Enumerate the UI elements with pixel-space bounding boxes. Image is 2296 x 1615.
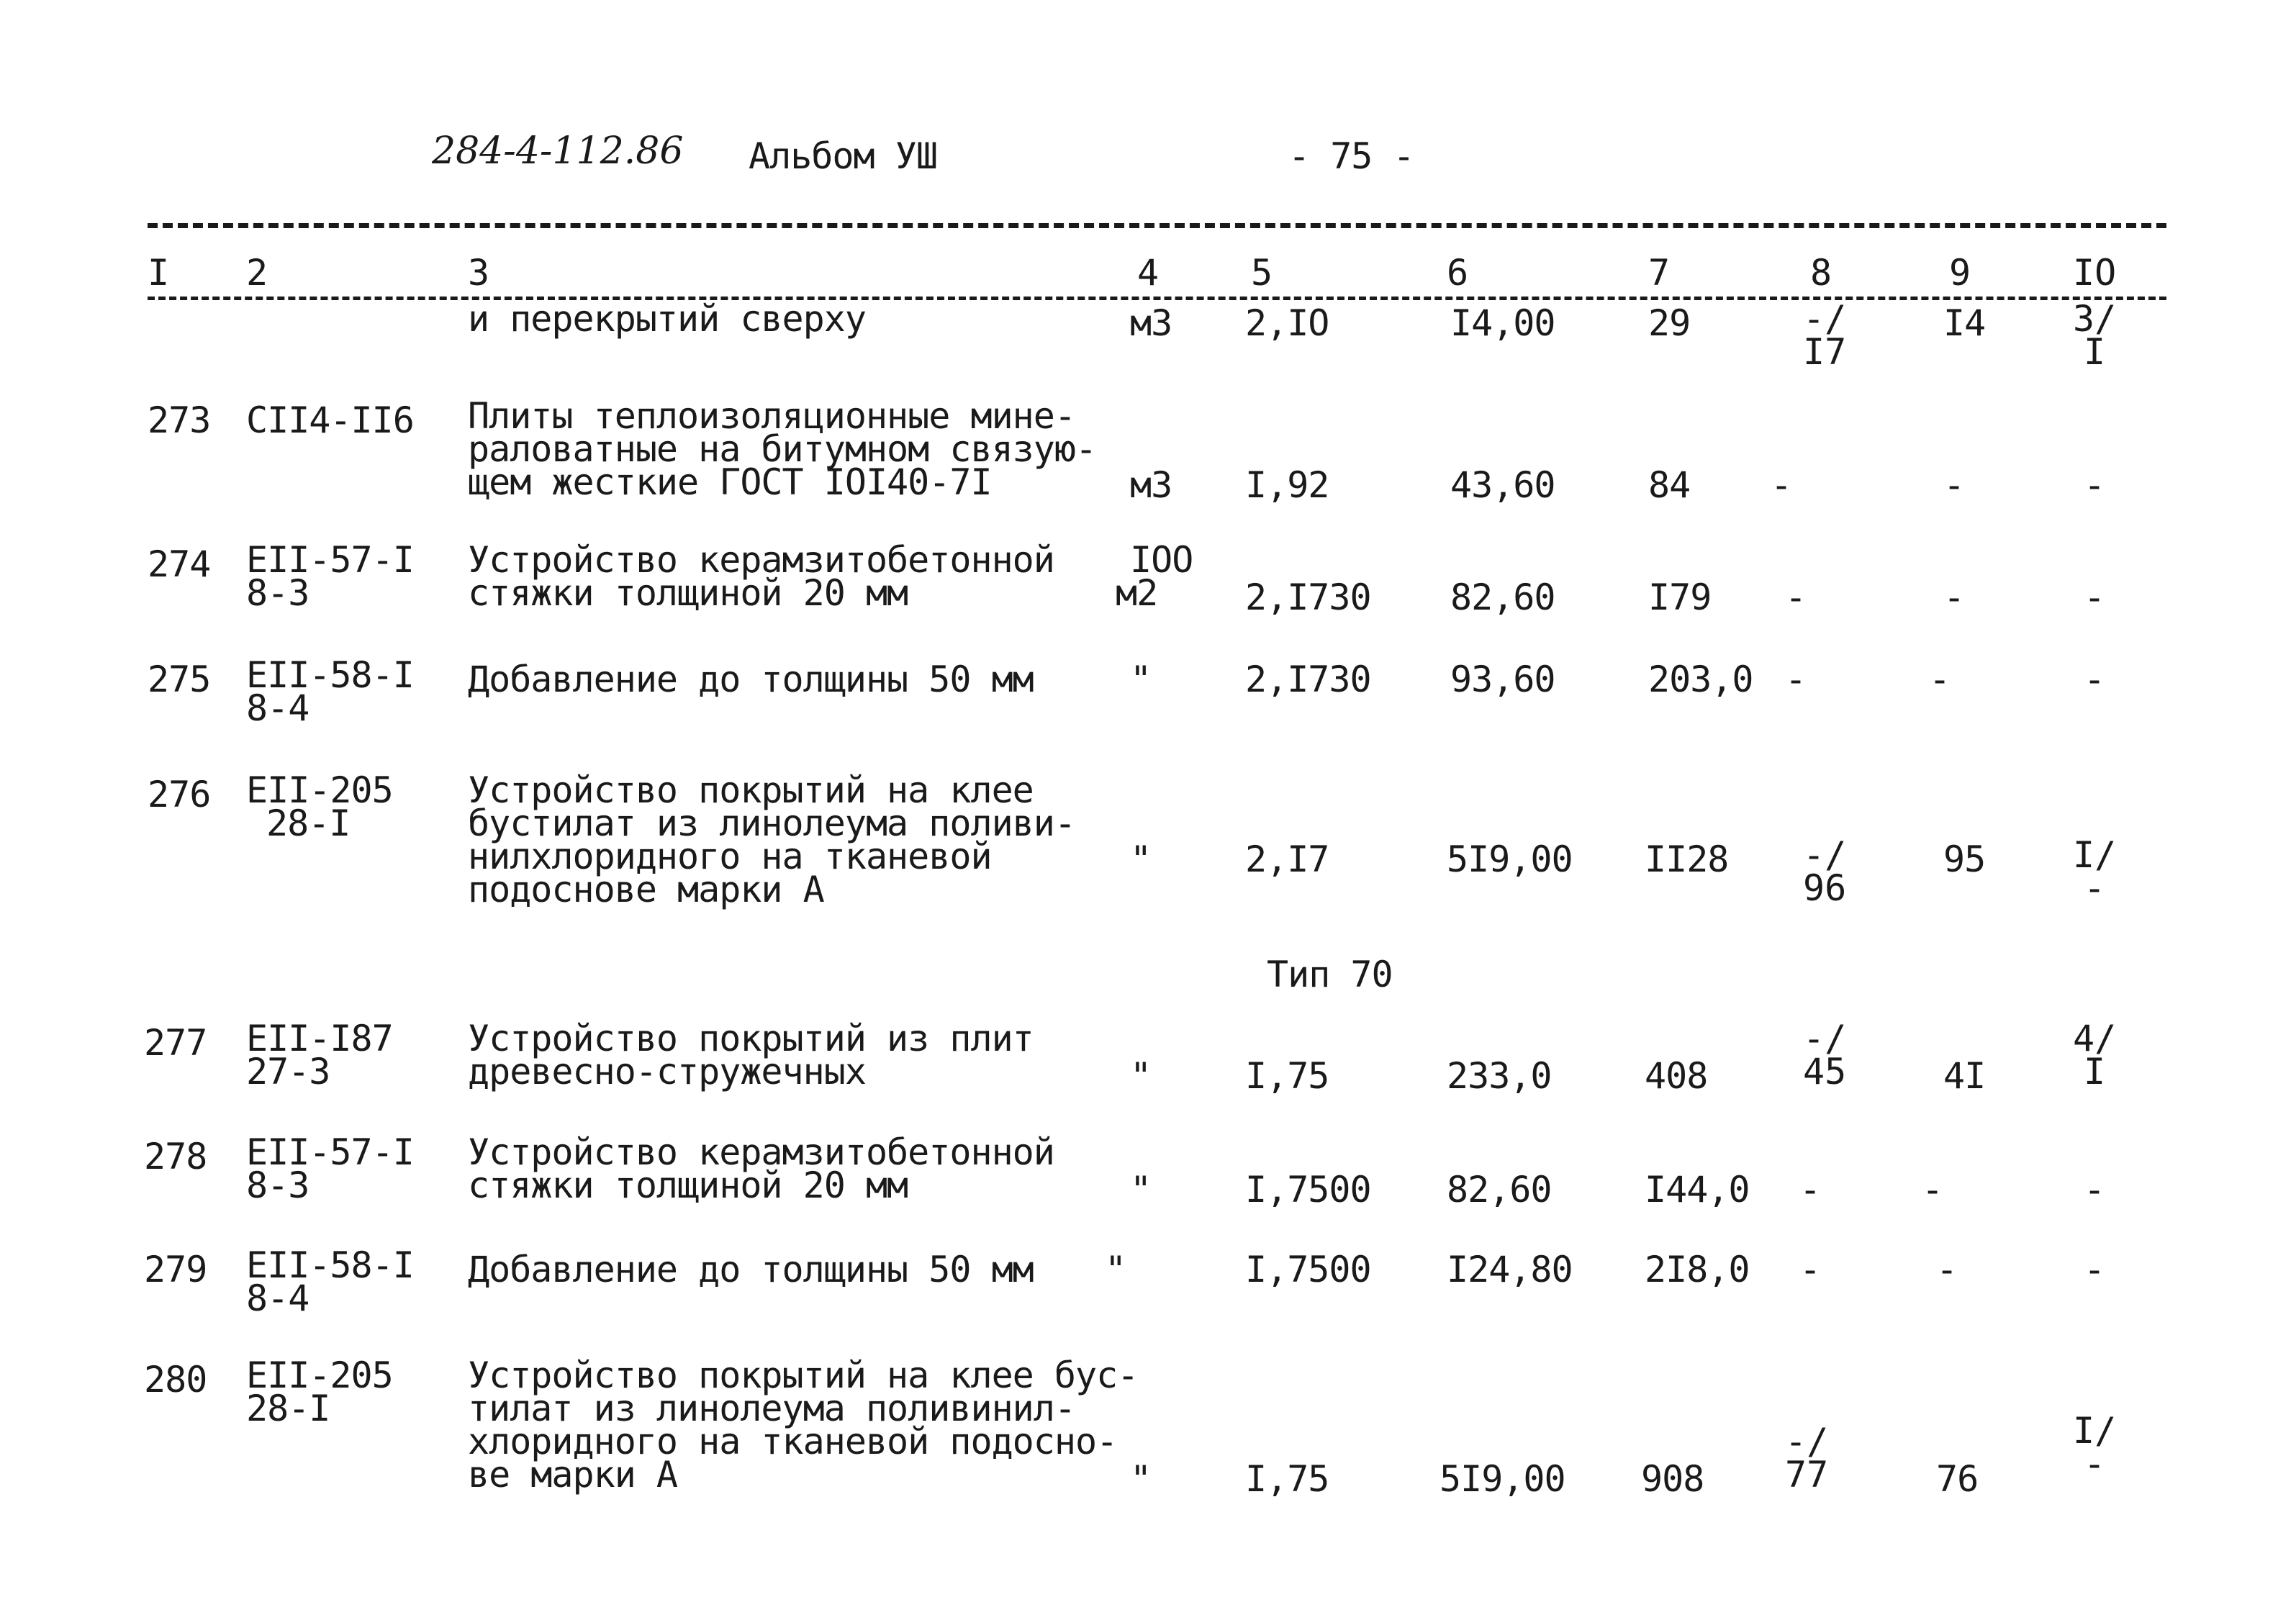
column-header-10: IO <box>2073 252 2117 294</box>
column-header-1: I <box>148 252 170 294</box>
table-row-qty: 2,I730 <box>1245 576 1371 618</box>
table-row-price: 82,60 <box>1450 576 1555 618</box>
table-row-unit: " <box>1105 1249 1126 1290</box>
table-row-qty: I,7500 <box>1245 1169 1371 1211</box>
table-row-qty: I,75 <box>1245 1055 1329 1097</box>
table-row-price: I4,00 <box>1450 302 1555 344</box>
column-header-5: 5 <box>1251 252 1273 294</box>
album-label: Альбом УШ <box>749 135 937 177</box>
table-row-desc: Устройство керамзитобетонной стяжки толщиной 20 мм <box>468 1131 1054 1206</box>
table-row-price: I24,80 <box>1447 1249 1573 1290</box>
table-row-desc: Добавление до толщины 50 мм <box>468 659 1034 700</box>
table-row-col9: - <box>1929 659 1951 700</box>
table-row-qty: I,7500 <box>1245 1249 1371 1290</box>
column-header-7: 7 <box>1648 252 1671 294</box>
table-row-col8: -/ 96 <box>1803 834 1847 909</box>
table-row-total: I79 <box>1648 576 1712 618</box>
table-row-number: 273 <box>148 399 211 441</box>
column-header-4: 4 <box>1137 252 1160 294</box>
table-row-qty: 2,I7 <box>1245 838 1329 880</box>
table-row-qty: 2,I730 <box>1245 659 1371 700</box>
table-row-col9: 76 <box>1936 1458 1979 1500</box>
page-number: - 75 - <box>1288 135 1414 177</box>
table-row-qty: I,92 <box>1245 464 1329 506</box>
table-row-unit: " <box>1130 1055 1152 1097</box>
table-row-desc: Добавление до толщины 50 мм <box>468 1249 1034 1290</box>
table-row-unit: " <box>1130 1169 1152 1211</box>
table-row-col8: - <box>1799 1249 1821 1290</box>
table-row-desc: Устройство керамзитобетонной стяжки толщиной 20 мм <box>468 539 1054 614</box>
column-header-dashed-rule <box>148 297 2166 300</box>
table-row-code: EII-I87 27-3 <box>246 1018 393 1092</box>
table-row-qty: I,75 <box>1245 1458 1329 1500</box>
table-row-code: EII-58-I 8-4 <box>246 1244 414 1319</box>
table-row-total: 2I8,0 <box>1645 1249 1750 1290</box>
table-row-total: 203,0 <box>1648 659 1753 700</box>
table-row-col10: - <box>2084 1169 2105 1211</box>
table-row-code: EII-205 28-I <box>246 1354 393 1429</box>
table-row-total: II28 <box>1645 838 1729 880</box>
table-row-col8: -/ 77 <box>1785 1421 1829 1496</box>
table-row-number: 275 <box>148 659 211 700</box>
table-row-qty: 2,IO <box>1245 302 1329 344</box>
table-row-col8: - <box>1785 576 1807 618</box>
column-header-3: 3 <box>468 252 490 294</box>
table-row-price: 5I9,00 <box>1439 1458 1565 1500</box>
table-row-col10: - <box>2084 576 2105 618</box>
table-row-col10: 3/ I <box>2073 298 2117 373</box>
table-row-unit: " <box>1130 1458 1152 1500</box>
column-header-8: 8 <box>1810 252 1832 294</box>
table-row-col8: - <box>1771 464 1792 506</box>
table-row-col9: I4 <box>1943 302 1986 344</box>
table-row-desc: и перекрытий сверху <box>468 298 866 340</box>
table-row-code: EII-205 28-I <box>246 769 393 844</box>
table-row-col9: - <box>1943 464 1965 506</box>
document-code: 284-4-112.86 <box>432 130 684 173</box>
table-row-unit: " <box>1130 838 1152 880</box>
table-row-total: 908 <box>1641 1458 1704 1500</box>
table-row-col8: - <box>1785 659 1807 700</box>
table-row-price: 93,60 <box>1450 659 1555 700</box>
table-row-number: 277 <box>144 1022 207 1064</box>
table-row-col8: - <box>1799 1169 1821 1211</box>
table-row-number: 276 <box>148 774 211 815</box>
table-row-total: 29 <box>1648 302 1691 344</box>
table-row-unit: IOO м2 <box>1116 539 1193 614</box>
table-row-col9: - <box>1936 1249 1958 1290</box>
table-row-col10: - <box>2084 1249 2105 1290</box>
table-row-number: 280 <box>144 1359 207 1401</box>
table-row-desc: Устройство покрытий на клее бус- тилат из линолеума поливинил- хлоридного на тканевой подосно- ве марки А <box>468 1354 1139 1496</box>
table-row-unit: м3 <box>1130 302 1172 344</box>
table-row-col9: - <box>1922 1169 1943 1211</box>
table-row-price: 5I9,00 <box>1447 838 1573 880</box>
table-row-number: 278 <box>144 1136 207 1177</box>
table-row-col9: 95 <box>1943 838 1986 880</box>
table-row-price: 82,60 <box>1447 1169 1552 1211</box>
table-row-unit: м3 <box>1130 464 1172 506</box>
table-row-code: CII4-II6 <box>246 399 414 441</box>
section-heading: Тип 70 <box>1267 954 1393 995</box>
table-row-col10: - <box>2084 659 2105 700</box>
column-header-6: 6 <box>1447 252 1469 294</box>
table-row-col9: - <box>1943 576 1965 618</box>
table-row-col10: I/ - <box>2073 834 2117 909</box>
table-row-col9: 4I <box>1943 1055 1986 1097</box>
column-header-9: 9 <box>1949 252 1971 294</box>
table-row-col10: - <box>2084 464 2105 506</box>
top-dashed-rule <box>148 223 2166 228</box>
table-row-col10: 4/ I <box>2073 1018 2117 1092</box>
table-row-price: 43,60 <box>1450 464 1555 506</box>
table-row-col8: -/ I7 <box>1803 298 1847 373</box>
table-row-number: 274 <box>148 543 211 585</box>
table-row-code: EII-57-I 8-3 <box>246 1131 414 1206</box>
table-row-desc: Плиты теплоизоляционные мине- раловатные на битумном связую- щем жесткие ГОСТ IOI40-7I <box>468 395 1097 503</box>
table-row-col10: I/ - <box>2073 1410 2117 1485</box>
table-row-total: 408 <box>1645 1055 1708 1097</box>
table-row-unit: " <box>1130 659 1152 700</box>
table-row-number: 279 <box>144 1249 207 1290</box>
table-row-price: 233,0 <box>1447 1055 1552 1097</box>
table-row-desc: Устройство покрытий из плит древесно-стружечных <box>468 1018 1034 1092</box>
table-row-desc: Устройство покрытий на клее бустилат из линолеума поливи- нилхлоридного на тканевой подоснове марки А <box>468 769 1075 910</box>
table-row-code: EII-58-I 8-4 <box>246 654 414 729</box>
table-row-code: EII-57-I 8-3 <box>246 539 414 614</box>
column-header-2: 2 <box>246 252 268 294</box>
table-row-total: 84 <box>1648 464 1691 506</box>
table-row-col8: -/ 45 <box>1803 1018 1847 1092</box>
table-row-total: I44,0 <box>1645 1169 1750 1211</box>
